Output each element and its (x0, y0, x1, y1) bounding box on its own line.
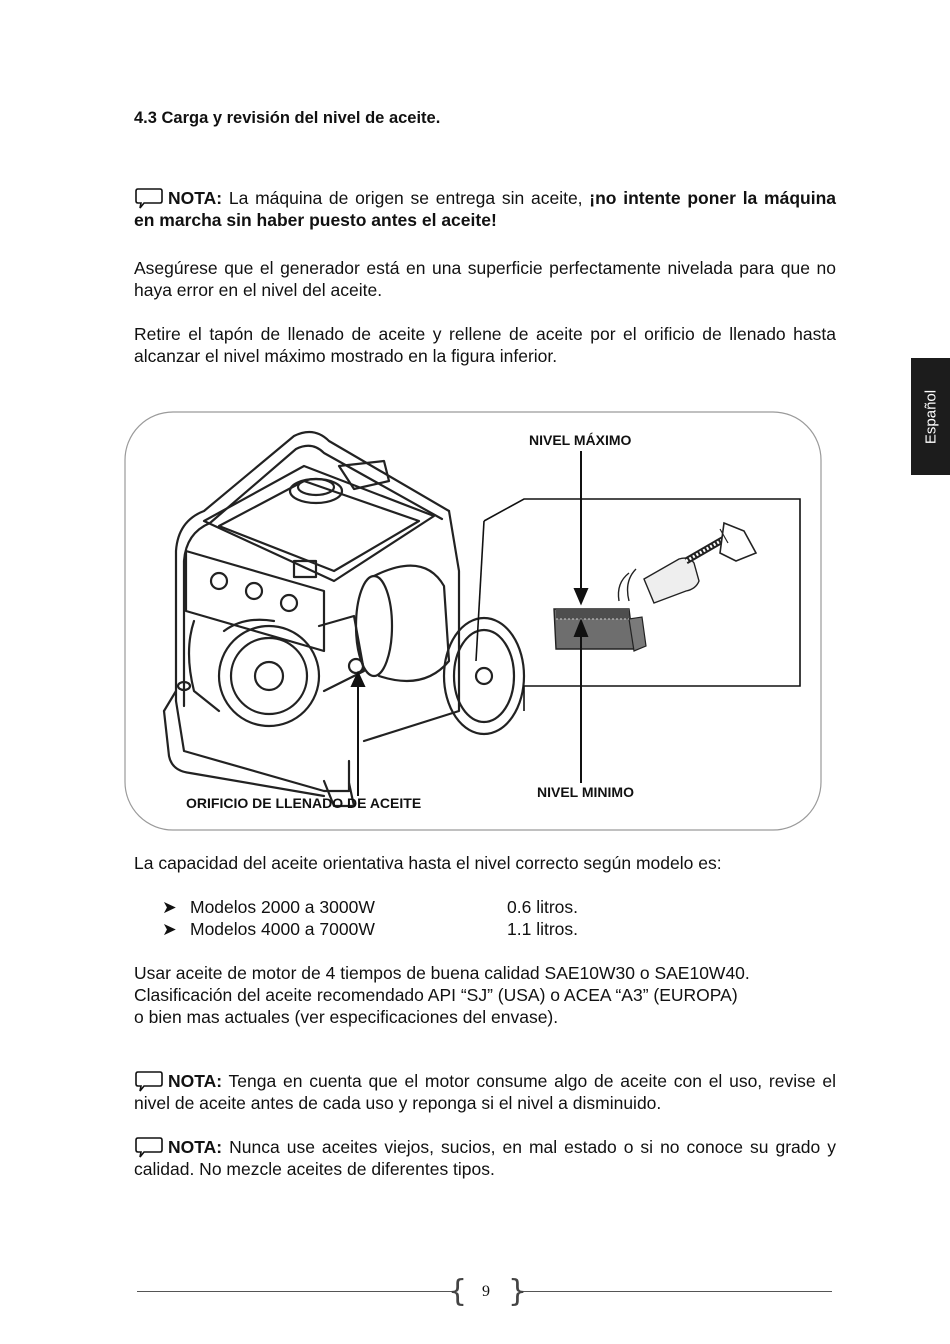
note-2-text: Tenga en cuenta que el motor consume algo de aceite con el uso, revise el nivel de aceite antes de cada uso y reponga si el nivel a disminuido. (134, 1071, 836, 1113)
note-3-text: Nunca use aceites viejos, sucios, en mal estado o si no conoce su grado y calidad. No mezcle aceites de diferentes tipos. (134, 1137, 836, 1179)
footer-rule-right (520, 1291, 832, 1292)
fill-hole-label: ORIFICIO DE LLENADO DE ACEITE (186, 795, 422, 811)
note-3-label: NOTA: (168, 1137, 223, 1157)
model-name: Modelos 2000 a 3000W (190, 897, 375, 917)
paragraph-level-surface: Asegúrese que el generador está en una superficie perfectamente nivelada para que no haya error en el nivel del aceite. (134, 258, 836, 300)
note-1-warning: ¡no intente poner la máquina en marcha sin haber puesto antes el aceite! (134, 188, 836, 230)
footer-rule-left (137, 1291, 455, 1292)
list-item (162, 897, 578, 918)
oil-line: Clasificación del aceite recomendado API “SJ” (USA) o ACEA “A3” (EUROPA) (134, 985, 738, 1005)
language-tab-label: Español (922, 389, 939, 444)
arrowhead-bullet-icon: ➤ (162, 919, 177, 939)
note-2-label: NOTA: (168, 1071, 223, 1091)
model-name: Modelos 4000 a 7000W (190, 919, 375, 939)
min-level-label: NIVEL MINIMO (537, 784, 634, 800)
generator-oil-figure (124, 411, 822, 831)
language-tab (911, 358, 950, 475)
max-level-label: NIVEL MÁXIMO (529, 432, 632, 448)
capacity-intro: La capacidad del aceite orientativa hasta el nivel correcto según modelo es: (134, 853, 722, 873)
model-capacity: 1.1 litros. (507, 919, 578, 939)
note-1-label: NOTA: (168, 188, 223, 208)
generator-illustration (124, 411, 822, 831)
speech-bubble-icon (134, 187, 164, 209)
section-title: 4.3 Carga y revisión del nivel de aceite. (134, 109, 441, 127)
model-capacity: 0.6 litros. (507, 897, 578, 917)
page-number: 9 (482, 1283, 490, 1300)
note-1-text: La máquina de origen se entrega sin aceite, (222, 188, 590, 208)
left-brace-icon: { (448, 1274, 468, 1309)
speech-bubble-icon (134, 1136, 164, 1158)
note-3 (134, 1136, 836, 1180)
note-1 (134, 187, 836, 231)
oil-recommendation (134, 962, 836, 1028)
paragraph-fill-instructions: Retire el tapón de llenado de aceite y rellene de aceite por el orificio de llenado hasta alcanzar el nivel máximo mostrado en la figura inferior. (134, 324, 836, 366)
note-2 (134, 1070, 836, 1114)
list-item (162, 919, 578, 940)
oil-line: o bien mas actuales (ver especificaciones del envase). (134, 1007, 559, 1027)
right-brace-icon: } (508, 1274, 528, 1309)
oil-line: Usar aceite de motor de 4 tiempos de buena calidad SAE10W30 o SAE10W40. (134, 963, 750, 983)
speech-bubble-icon (134, 1070, 164, 1092)
arrowhead-bullet-icon: ➤ (162, 897, 177, 917)
